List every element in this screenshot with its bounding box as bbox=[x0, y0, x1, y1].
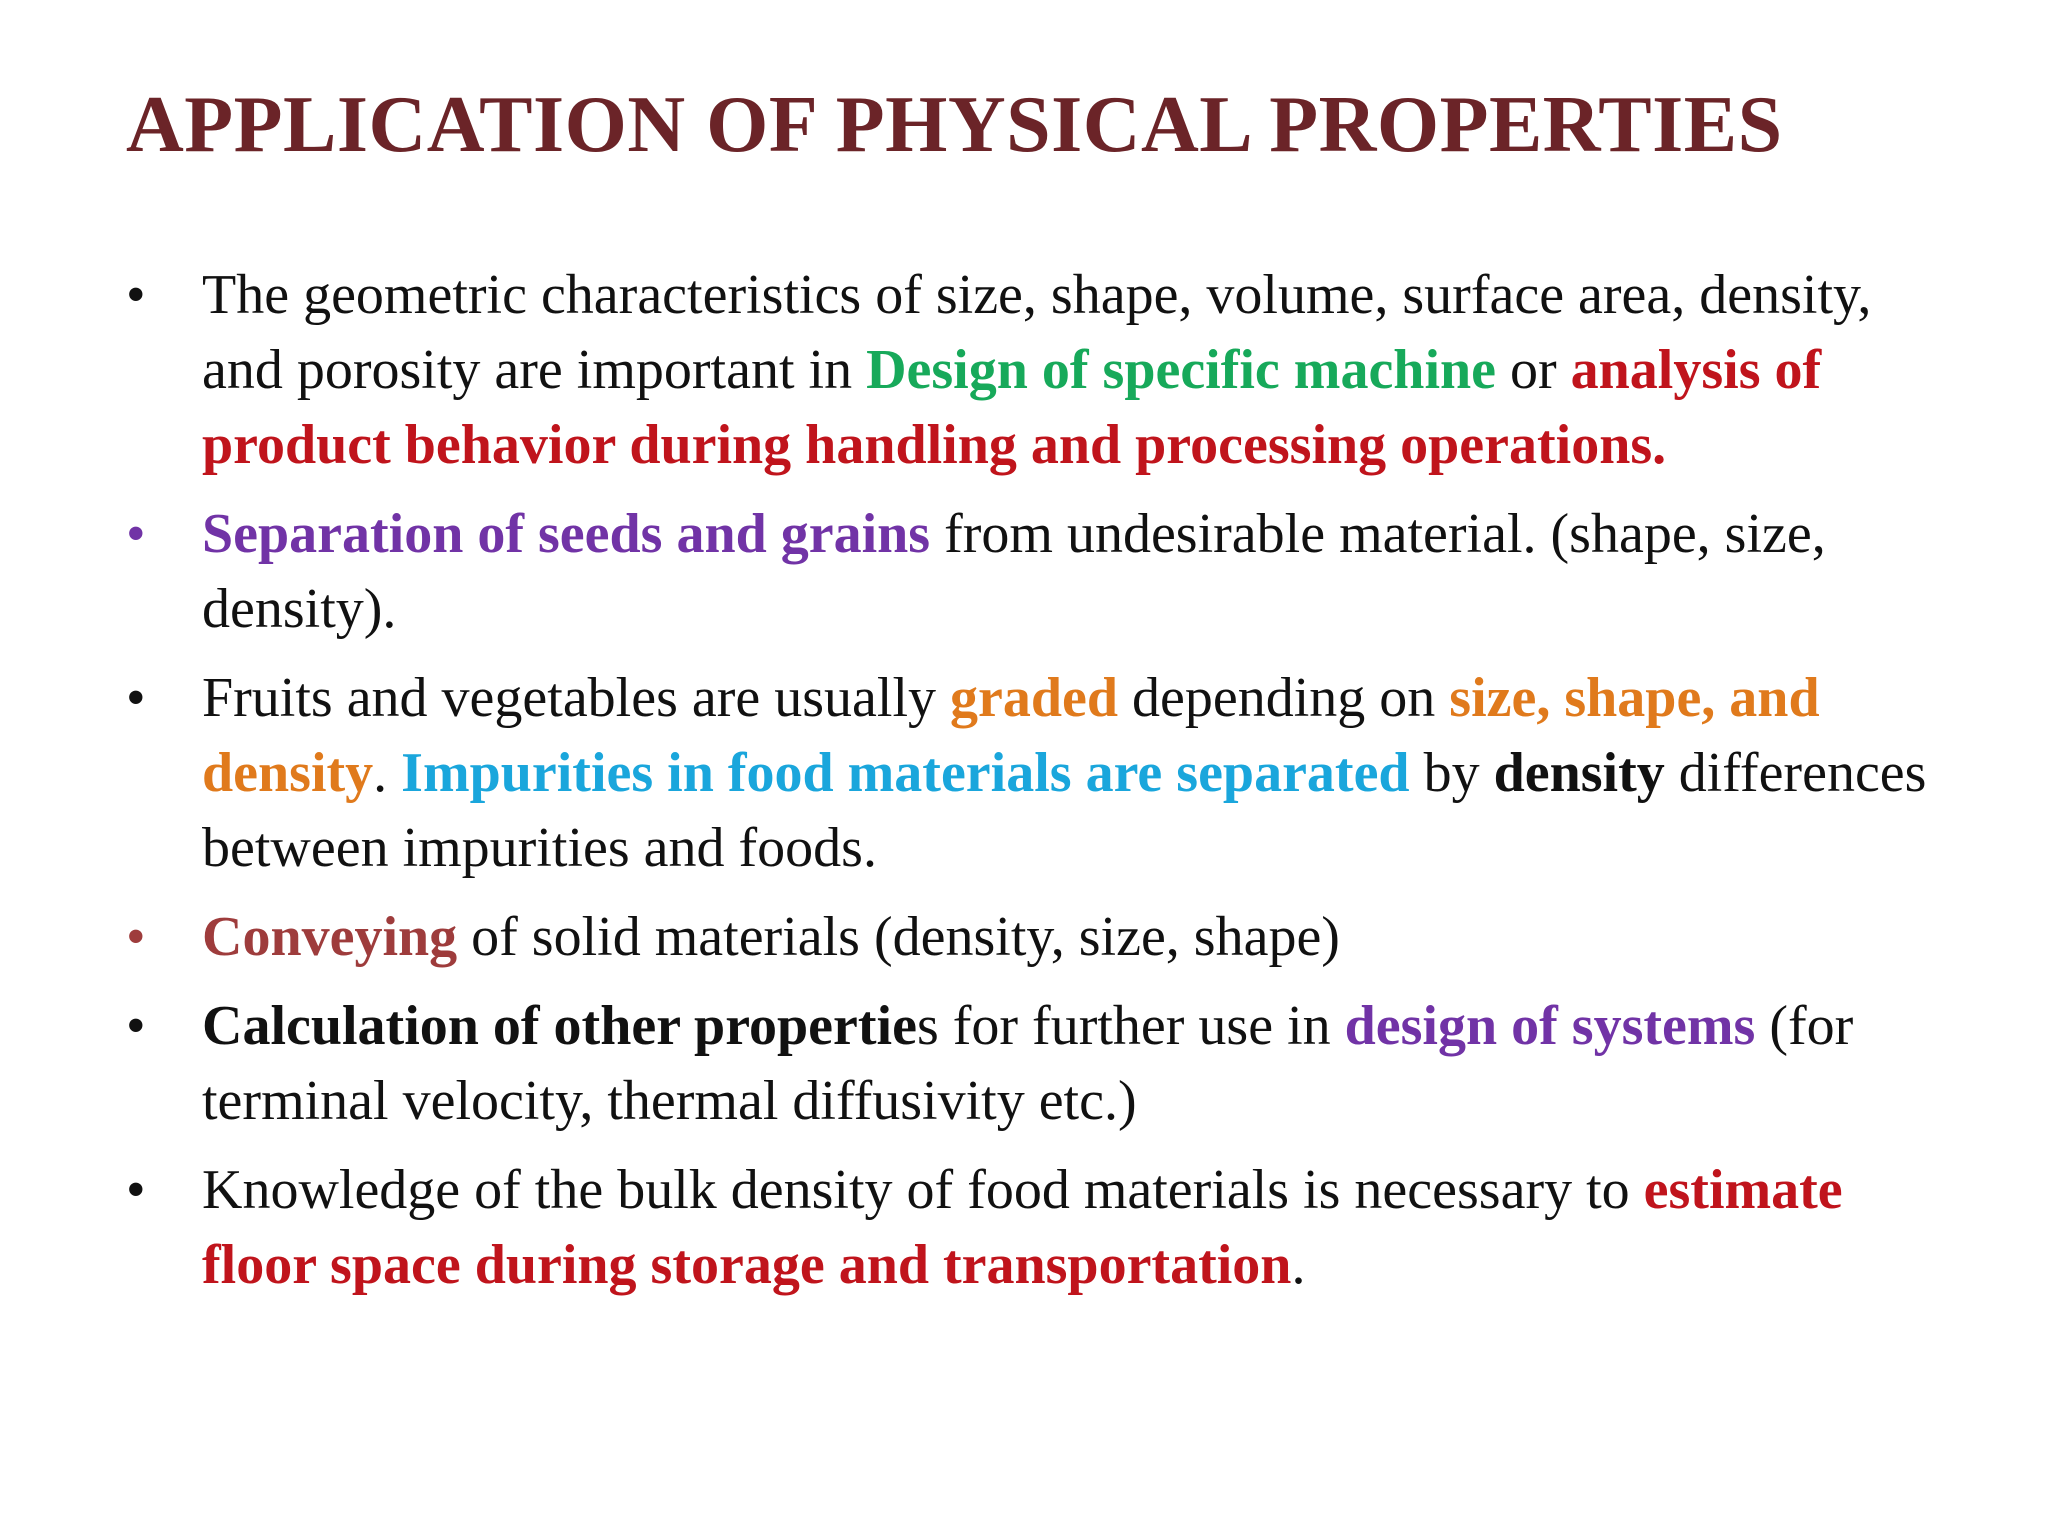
bullet-text: Knowledge of the bulk density of food materials is necessary to bbox=[202, 1159, 1644, 1221]
bullet-item bbox=[126, 1153, 1928, 1303]
bullet-emphasis-text: estimate floor space during storage and transportation bbox=[202, 1159, 1843, 1296]
bullet-list bbox=[126, 258, 1928, 1303]
bullet-item bbox=[126, 900, 1928, 975]
bullet-text: or bbox=[1496, 339, 1571, 401]
bullet-text: of solid materials (density, size, shape) bbox=[457, 906, 1340, 968]
bullet-emphasis-text: ie bbox=[876, 995, 917, 1057]
bullet-item bbox=[126, 497, 1928, 647]
bullet-marker: • bbox=[126, 264, 146, 326]
bullet-text: (for terminal velocity, thermal diffusivity etc.) bbox=[202, 995, 1854, 1132]
bullet-emphasis-text: graded bbox=[950, 667, 1119, 729]
bullet-emphasis-text: size, shape, and density bbox=[202, 667, 1820, 804]
bullet-item bbox=[126, 258, 1928, 483]
bullet-emphasis-text: Design of specific machine bbox=[866, 339, 1496, 401]
bullet-text: . bbox=[1291, 1234, 1306, 1296]
bullet-emphasis-text: analysis of product behavior during handling and processing operations. bbox=[202, 339, 1822, 476]
bullet-emphasis-text: density bbox=[1493, 742, 1665, 804]
bullet-marker: • bbox=[126, 667, 146, 729]
bullet-text: . bbox=[373, 742, 402, 804]
bullet-emphasis-text: Separation of seeds and grains bbox=[202, 503, 931, 565]
bullet-text: by bbox=[1409, 742, 1494, 804]
bullet-text: The geometric characteristics of size, shape, volume, surface area, density, and porosity are important in bbox=[202, 264, 1872, 401]
bullet-text: Fruits and vegetables are usually bbox=[202, 667, 951, 729]
bullet-item bbox=[126, 989, 1928, 1139]
bullet-marker: • bbox=[126, 906, 146, 968]
bullet-text: s for further use in bbox=[916, 995, 1345, 1057]
bullet-text: depending on bbox=[1118, 667, 1450, 729]
slide-title: APPLICATION OF PHYSICAL PROPERTIES bbox=[126, 81, 1783, 169]
bullet-text: from undesirable material. (shape, size, density). bbox=[202, 503, 1826, 640]
bullet-emphasis-text: design of systems bbox=[1344, 995, 1756, 1057]
bullet-marker: • bbox=[126, 1159, 146, 1221]
bullet-emphasis-text: Calculation of other propert bbox=[202, 995, 877, 1057]
bullet-marker: • bbox=[126, 995, 146, 1057]
bullet-emphasis-text: Impurities in food materials are separated bbox=[401, 742, 1410, 804]
bullet-text: differences between impurities and foods. bbox=[202, 742, 1927, 879]
bullet-item bbox=[126, 661, 1928, 886]
bullet-marker: • bbox=[126, 503, 146, 565]
bullet-emphasis-text: Conveying bbox=[202, 906, 458, 968]
